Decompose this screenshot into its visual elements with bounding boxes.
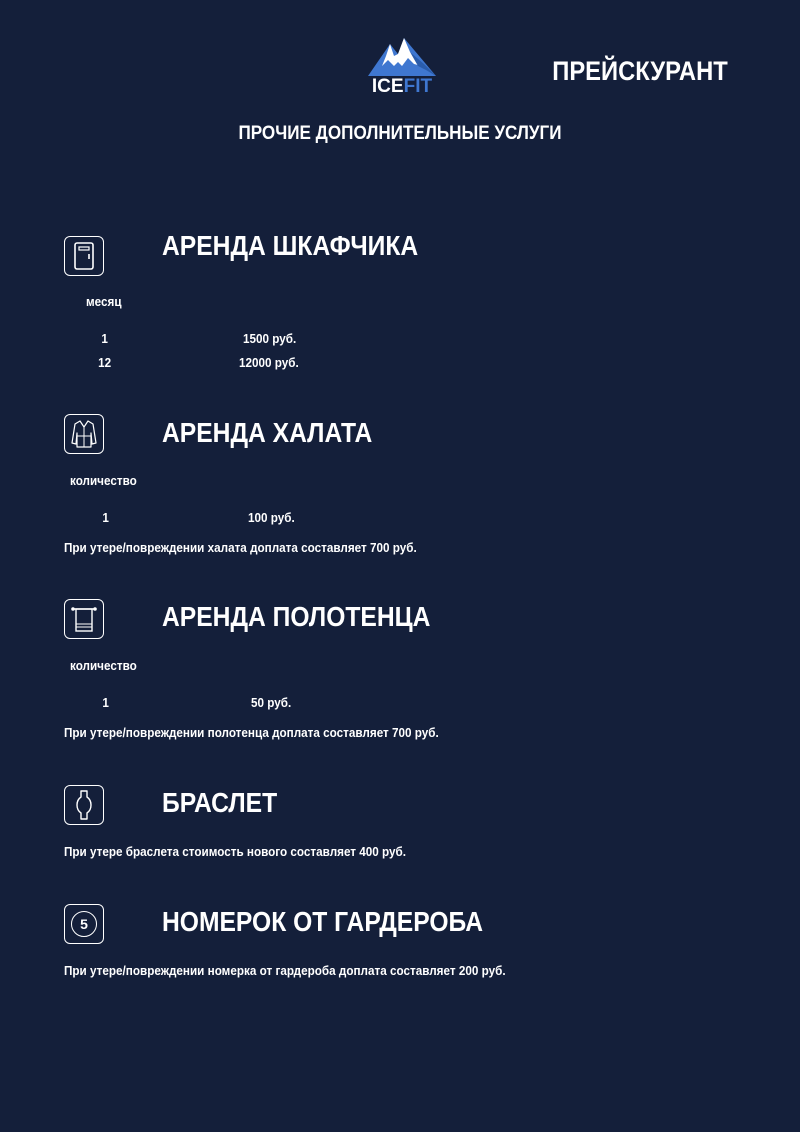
locker-price-2: 12000 руб. — [239, 355, 299, 370]
robe-price-1: 100 руб. — [248, 510, 295, 525]
bracelet-icon — [64, 785, 104, 825]
robe-note: При утере/повреждении халата доплата составляет 700 руб. — [64, 540, 417, 555]
logo-text: ICEFIT — [371, 76, 433, 97]
robe-qty-1: 1 — [102, 510, 109, 525]
towel-icon — [64, 599, 104, 639]
towel-note: При утере/повреждении полотенца доплата составляет 700 руб. — [64, 725, 439, 740]
towel-price-1: 50 руб. — [251, 695, 292, 710]
column-label-robe: количество — [70, 473, 137, 488]
section-title-robe: АРЕНДА ХАЛАТА — [162, 417, 373, 448]
mountain-icon — [364, 36, 440, 78]
towel-qty-1: 1 — [102, 695, 109, 710]
locker-qty-2: 12 — [98, 355, 112, 370]
column-label-locker: месяц — [86, 294, 122, 309]
bracelet-note: При утере браслета стоимость нового составляет 400 руб. — [64, 844, 407, 859]
page-title: ПРЕЙСКУРАНТ — [552, 56, 728, 86]
locker-icon — [64, 236, 104, 276]
icefit-logo — [364, 36, 440, 98]
section-title-locker: АРЕНДА ШКАФЧИКА — [162, 230, 419, 261]
tag-number: 5 — [71, 911, 97, 937]
tag-note: При утере/повреждении номерка от гардероба доплата составляет 200 руб. — [64, 963, 506, 978]
robe-icon — [64, 414, 104, 454]
locker-qty-1: 1 — [101, 331, 108, 346]
section-title-tag: НОМЕРОК ОТ ГАРДЕРОБА — [162, 906, 484, 937]
page-subtitle: ПРОЧИЕ ДОПОЛНИТЕЛЬНЫЕ УСЛУГИ — [238, 123, 562, 144]
column-label-towel: количество — [70, 658, 137, 673]
locker-price-1: 1500 руб. — [243, 331, 297, 346]
section-title-towel: АРЕНДА ПОЛОТЕНЦА — [162, 601, 431, 632]
cloakroom-tag-icon — [64, 904, 104, 944]
section-title-bracelet: БРАСЛЕТ — [162, 787, 278, 818]
